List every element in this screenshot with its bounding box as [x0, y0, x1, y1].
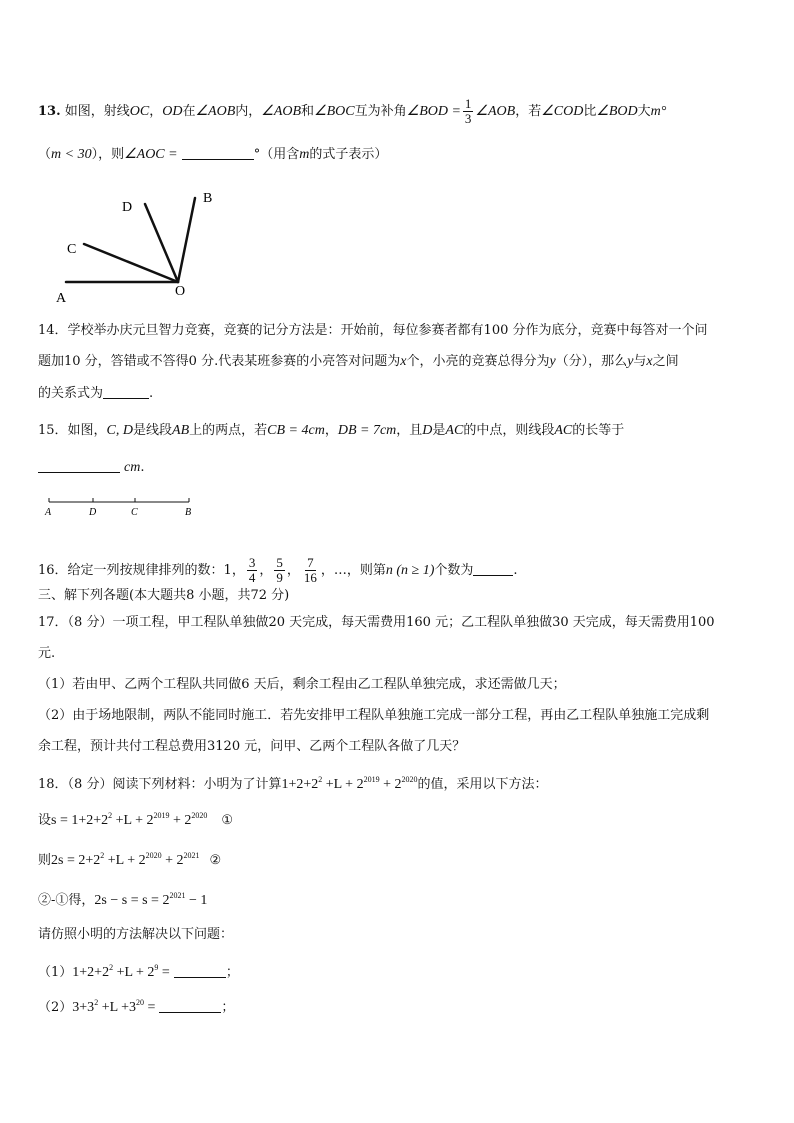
- text: °（用含: [253, 147, 300, 162]
- text: ，若: [515, 104, 542, 119]
- text: .: [149, 386, 154, 401]
- q13-line2: [38, 145, 387, 165]
- expr: +L + 2: [104, 853, 146, 868]
- expr: + 2: [379, 777, 402, 792]
- answer-blank[interactable]: [38, 459, 120, 473]
- exp: 2: [318, 775, 323, 784]
- text: 题加10 分，答错或不答得0 分.代表某班参赛的小亮答对问题为: [38, 354, 401, 369]
- text: ，: [149, 104, 163, 119]
- expr: s = 1+2+2: [51, 813, 109, 828]
- math-y: y: [549, 354, 556, 369]
- math-x: x: [400, 354, 407, 369]
- text: ，且: [396, 423, 423, 438]
- exp: 2020: [191, 811, 208, 820]
- text: 14．学校举办庆元旦智力竞赛，竞赛的记分方法是：开始前，每位参赛者都有100 分作为底分，竞赛中每答对一个问: [38, 323, 708, 338]
- math-cond: m < 30: [51, 147, 92, 162]
- text: 的长等于: [572, 423, 625, 438]
- text: 比: [583, 104, 597, 119]
- mark: ①: [221, 813, 234, 828]
- math-cd: C, D: [106, 423, 133, 438]
- ray-ob: [178, 198, 195, 282]
- expr: 1+2+2: [72, 965, 110, 980]
- expr: +L +3: [98, 1000, 137, 1015]
- exp: 2021: [183, 851, 200, 860]
- expr: − 1: [185, 893, 208, 908]
- fraction: [463, 97, 474, 126]
- answer-blank[interactable]: [159, 999, 221, 1013]
- label-c: C: [67, 242, 77, 257]
- denominator: 16: [303, 570, 317, 585]
- section-heading: 三、解下列各题(本大题共8 小题，共72 分): [38, 588, 290, 603]
- text: 的中点，则线段: [463, 423, 555, 438]
- text: 互为补角: [354, 104, 407, 119]
- math-n: n (n ≥ 1): [385, 563, 435, 578]
- answer-blank[interactable]: [182, 146, 254, 160]
- math-expr: [94, 893, 207, 908]
- math-aob: ∠AOB: [195, 104, 236, 119]
- text: 和: [301, 104, 315, 119]
- exp: 2019: [363, 775, 380, 784]
- q14-line2: [38, 352, 679, 372]
- math-x: x: [646, 354, 653, 369]
- text: （分），那么: [555, 354, 628, 369]
- label-o: O: [175, 284, 186, 299]
- text: ，: [324, 423, 338, 438]
- q17-part1: （1）若由甲、乙两个工程队共同做6 天后，剩余工程由乙工程队单独完成，求还需做几天；: [38, 677, 566, 692]
- text: 在: [182, 104, 196, 119]
- numerator: 5: [276, 555, 283, 570]
- denominator: 4: [248, 570, 256, 585]
- angle-figure: [50, 185, 220, 305]
- expr: + 2: [169, 813, 192, 828]
- text: 之间: [652, 354, 679, 369]
- q18-part1: [38, 958, 239, 983]
- text: ；: [221, 1000, 235, 1015]
- denominator: 3: [464, 111, 472, 126]
- q13-line1: [38, 97, 666, 126]
- text: 上的两点，若: [189, 423, 268, 438]
- q18-line4: [38, 886, 207, 911]
- q18-part2: [38, 993, 234, 1018]
- unit-cm: cm: [124, 460, 141, 475]
- q16-line: [38, 556, 518, 585]
- q15-line2: [38, 458, 144, 478]
- answer-blank[interactable]: [103, 385, 149, 399]
- text: ②-①得，: [38, 893, 95, 908]
- math-expr: [281, 777, 417, 792]
- fraction: [302, 556, 319, 585]
- math-oc: OC: [129, 104, 150, 119]
- exp: 2: [94, 998, 99, 1007]
- label-a: A: [56, 291, 67, 305]
- text: ，: [259, 563, 273, 578]
- math-aob: ∠AOB: [261, 104, 302, 119]
- exp: 2020: [145, 851, 162, 860]
- math-od: OD: [162, 104, 183, 119]
- math-db: DB = 7cm: [337, 423, 397, 438]
- numerator: 1: [464, 96, 472, 111]
- fraction: [274, 556, 285, 585]
- label-d: D: [122, 200, 133, 215]
- q14-line3: [38, 384, 153, 404]
- numerator: 3: [248, 555, 256, 570]
- text: ，…，则第: [320, 563, 386, 578]
- math-expr: [51, 853, 199, 868]
- text: （1）: [38, 965, 73, 980]
- label-a: A: [45, 507, 52, 518]
- math-ab: AB: [172, 423, 190, 438]
- exp: 2021: [169, 891, 186, 900]
- math-aoc: ∠AOC =: [124, 147, 178, 162]
- text: 个，小亮的竞赛总得分为: [406, 354, 550, 369]
- math-expr: [51, 813, 207, 828]
- q18-line2: [38, 806, 233, 831]
- label-d: D: [89, 507, 97, 518]
- text: 的关系式为: [38, 386, 104, 401]
- text: 则: [38, 853, 52, 868]
- label-b: B: [185, 507, 192, 518]
- math-cb: CB = 4cm: [267, 423, 325, 438]
- q14-line1: [38, 321, 708, 341]
- math-cod: ∠COD: [541, 104, 584, 119]
- math-ac: AC: [445, 423, 464, 438]
- exp: 2020: [401, 775, 418, 784]
- text: 与: [633, 354, 647, 369]
- exp: 20: [136, 998, 145, 1007]
- q13-number: 13.: [38, 104, 61, 119]
- math-ac: AC: [554, 423, 573, 438]
- expr: +L + 2: [112, 813, 154, 828]
- text: 18．（8 分）阅读下列材料：小明为了计算: [38, 777, 282, 792]
- math-aob: ∠AOB: [475, 104, 516, 119]
- text: 是: [432, 423, 446, 438]
- exp: 9: [154, 963, 159, 972]
- text: .: [513, 563, 518, 578]
- q18-line1: [38, 770, 548, 795]
- text: ；: [225, 965, 239, 980]
- text: 设: [38, 813, 52, 828]
- exp: 2019: [153, 811, 170, 820]
- text: 如图，射线: [64, 104, 130, 119]
- text: 15．如图，: [38, 423, 107, 438]
- q15-line1: [38, 421, 624, 441]
- label-c: C: [131, 507, 138, 518]
- q18-line3: [38, 846, 221, 871]
- math-m: m°: [650, 104, 667, 119]
- exp: 2: [100, 851, 105, 860]
- q17-line1: 17．（8 分）一项工程，甲工程队单独做20 天完成，每天需费用160 元；乙工程队单独做30 天完成，每天需费用100: [38, 615, 715, 630]
- q17-part2a: （2）由于场地限制，两队不能同时施工．若先安排甲工程队单独施工完成一部分工程，再由乙工程队单独施工完成剩: [38, 708, 710, 723]
- expr: + 2: [161, 853, 184, 868]
- expr: +L + 2: [322, 777, 364, 792]
- denominator: 9: [276, 570, 283, 585]
- label-b: B: [203, 191, 213, 206]
- expr: 3+3: [72, 1000, 95, 1015]
- math-expr: $3+3^2 +L +3^{20}$ =: [72, 998, 156, 1015]
- exp: 2: [108, 811, 113, 820]
- math-expr: $1+2+2^2 +L + 2^9$ =: [72, 963, 170, 980]
- fraction: [247, 556, 258, 585]
- answer-blank[interactable]: [473, 562, 513, 576]
- text: 是线段: [133, 423, 173, 438]
- q17-line2: 元.: [38, 646, 56, 661]
- expr: 1+2+2: [281, 777, 319, 792]
- q18-instruction: 请仿照小明的方法解决以下问题：: [38, 927, 234, 942]
- segment-figure: [40, 494, 200, 520]
- text: 内，: [235, 104, 262, 119]
- text: .: [140, 460, 145, 475]
- math-m: m: [299, 147, 310, 162]
- math-bod: ∠BOD =: [406, 104, 461, 119]
- math-d: D: [422, 423, 433, 438]
- mark: ②: [209, 853, 222, 868]
- text: （2）: [38, 1000, 73, 1015]
- expr: 2s = 2+2: [51, 853, 101, 868]
- math-bod: ∠BOD: [596, 104, 638, 119]
- text: 16．给定一列按规律排列的数：1，: [38, 563, 245, 578]
- numerator: 7: [307, 555, 314, 570]
- text: ），则: [91, 147, 125, 162]
- text: （: [38, 147, 52, 162]
- answer-blank[interactable]: [174, 964, 226, 978]
- expr: 2s − s = s = 2: [94, 893, 170, 908]
- q17-part2b: 余工程，预计共付工程总费用3120 元，问甲、乙两个工程队各做了几天？: [38, 739, 466, 754]
- text: 的值，采用以下方法：: [417, 777, 548, 792]
- expr: +L + 2: [113, 965, 155, 980]
- text: 个数为: [434, 563, 474, 578]
- exp: 2: [109, 963, 114, 972]
- text: ，: [286, 563, 300, 578]
- text: 的式子表示）: [309, 147, 388, 162]
- math-y: y: [627, 354, 634, 369]
- math-boc: ∠BOC: [314, 104, 355, 119]
- text: 大: [637, 104, 651, 119]
